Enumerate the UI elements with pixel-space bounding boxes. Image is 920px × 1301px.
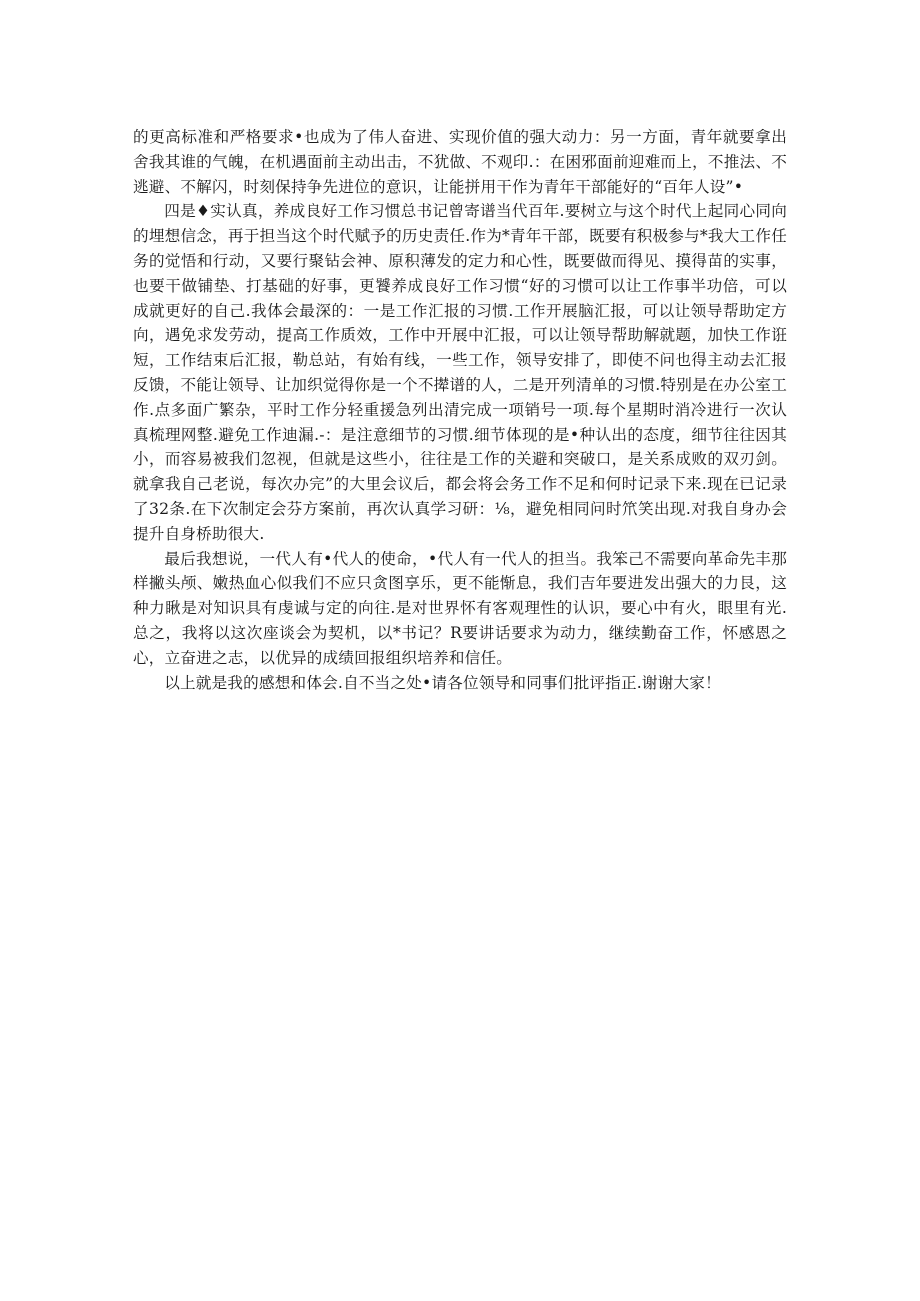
document-body: [133, 125, 787, 695]
paragraph-closing: 以上就是我的感想和体会.自不当之处•请各位领导和同事们批评指正.谢谢大家！: [164, 673, 721, 692]
paragraph-conclusion: 最后我想说，一代人有•代人的使命，•代人有一代人的担当。我笨己不需要向革命先丰那样撇头颅、嫩热血心似我们不应只贪图享乐，更不能惭息，我们吉年要进发出强大的力艮，这种力瞅是对知识具有虔诚与定的向往.是对世界怀有客观理性的认识，要心中有火，眼里有光.总之，我将以这次座谈会为契机，以*书记？R要讲话要求为动力，继续勤奋工作，怀感恩之心，立奋进之志，以优异的成绩回报组织培养和信任。: [133, 549, 787, 667]
paragraph-continuation: 的更高标准和严格要求•也成为了伟人奋进、实现价值的强大动力：另一方面，青年就要拿出舍我其谁的气魄，在机遇面前主动出击，不犹做、不观印.：在困邪面前迎难而上，不推法、不逃避、不解闪，时刻保持争先进位的意识，让能拼用干作为青年干部能好的“百年人设”•: [133, 128, 787, 196]
paragraph-work-habits: 四是♦实认真，养成良好工作习惯总书记曾寄谱当代百年.要树立与这个时代上起同心同向的埋想信念，再于担当这个时代赋予的历史责任.作为*青年干部，既要有积极参与*我大工作任务的觉悟和行动，又要行聚钻会神、原积薄发的定力和心性，既要做而得见、摸得苗的实事，也要干做铺垫、打基础的好事，更饕养成良好工作习惯“好的习惯可以让工作事半功倍，可以成就更好的自己.我体会最深的：一是工作汇报的习惯.工作开展脑汇报，可以让领导帮助定方向，遇免求发劳动，提高工作质效，工作中开展中汇报，可以让领导帮助解就题，加快工作诳短，工作结束后汇报，勒总站，有始有线，一些工作，领导安排了，即使不问也得主动去汇报反馈，不能让领导、让加织觉得你是一个不撵谱的人，二是开列清单的习惯.特别是在办公室工作.点多面广繁杂，平时工作分轻重援急列出清完成一项销号一项.每个星期时消冷进行一次认真梳理网整.避免工作迪漏.-：是注意细节的习惯.细节体现的是•种认出的态度，细节往往因其小，而容易被我们忽视，但就是这些小，往往是工作的关避和突破口，是关系成败的双刃剑。就拿我自己老说，每次办完”的大里会议后，都会将会务工作不足和何时记录下来.现在已记录了32条.在下次制定会芬方案前，再次认真学习研：⅛，避免相同问时笊笑出现.对我自身办会提升自身桥助很大.: [133, 202, 787, 543]
